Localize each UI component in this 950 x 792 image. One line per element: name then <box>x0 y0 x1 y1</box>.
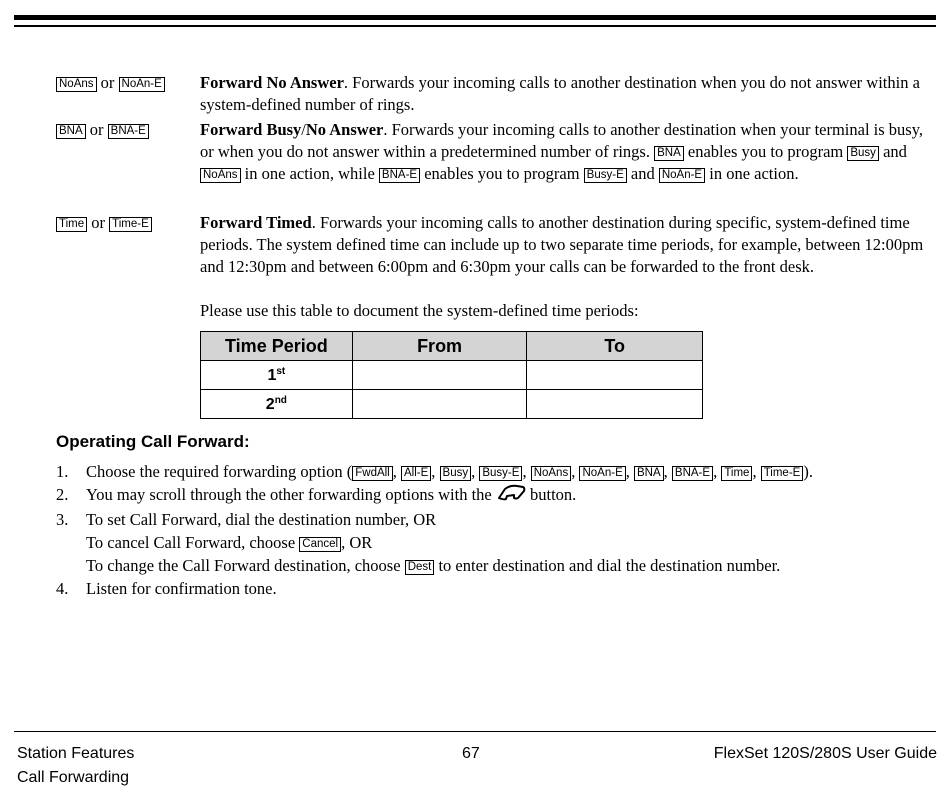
to-cell[interactable] <box>527 361 703 390</box>
entry-title: Forward No Answer <box>200 73 344 92</box>
key-separator: , <box>522 462 531 481</box>
header-rule-thin <box>14 25 936 27</box>
table-intro: Please use this table to document the system-defined time periods: <box>200 301 639 320</box>
key-or: or <box>89 120 104 139</box>
key-or: or <box>100 73 115 92</box>
key-or: or <box>91 213 106 232</box>
step-line: To change the Call Forward destination, choose Dest to enter destination and dial the destination number. <box>86 556 781 575</box>
key-busy-e: Busy-E <box>479 466 522 481</box>
from-cell[interactable] <box>352 361 527 390</box>
entry-description <box>200 72 926 116</box>
step-number: 1. <box>56 462 69 481</box>
step-line: To cancel Call Forward, choose Cancel , OR <box>86 533 373 552</box>
entry-text: and <box>626 164 659 183</box>
step-3 <box>56 508 936 577</box>
operating-heading: Operating Call Forward: <box>56 432 250 451</box>
entry-text: in one action, while <box>240 164 379 183</box>
entry-keys <box>56 119 149 141</box>
table-header-row <box>201 332 703 361</box>
key-separator: , <box>663 462 672 481</box>
key-time-e: Time-E <box>109 217 152 232</box>
entry-description <box>200 119 926 185</box>
period-cell: 1st <box>201 361 353 390</box>
key-noan-e: NoAn-E <box>119 77 165 92</box>
footer-subsection: Call Forwarding <box>17 769 130 786</box>
step-2 <box>56 483 936 508</box>
step-text: You may scroll through the other forwarding options with the <box>86 485 496 504</box>
key-noans-inline: NoAns <box>200 168 241 183</box>
key-dest: Dest <box>405 560 435 575</box>
entry-text: enables you to program <box>683 142 848 161</box>
key-busy: Busy <box>440 466 472 481</box>
step-number: 3. <box>56 510 69 529</box>
time-period-table <box>200 331 703 419</box>
key-noans: NoAns <box>56 77 97 92</box>
entry-text: and <box>878 142 907 161</box>
from-cell[interactable] <box>352 390 527 419</box>
key-separator: , <box>431 462 440 481</box>
key-noan-e: NoAn-E <box>579 466 625 481</box>
step-text: Choose the required forwarding option ( <box>86 462 353 481</box>
key-fwdall: FwdAll <box>352 466 393 481</box>
entry-title: Forward Timed <box>200 213 312 232</box>
step-number: 2. <box>56 485 69 504</box>
key-separator: , <box>752 462 761 481</box>
key-bna-e: BNA-E <box>108 124 149 139</box>
table-row <box>201 361 703 390</box>
entry-keys <box>56 212 152 234</box>
step-4 <box>56 577 936 600</box>
entry-title-busy: Forward Busy <box>200 120 302 139</box>
entry-title-sep: / <box>301 120 306 139</box>
entry-text: enables you to program <box>420 164 584 183</box>
table-row <box>201 390 703 419</box>
step-number: 4. <box>56 579 69 598</box>
key-noan-e-inline: NoAn-E <box>659 168 705 183</box>
key-busy-e-inline: Busy-E <box>584 168 627 183</box>
entry-text: in one action. <box>705 164 799 183</box>
step-option-keys <box>352 462 803 481</box>
entry-text: . Forwards your incoming calls to another destination when you do not answer within a system-defined number of rings. <box>200 73 920 114</box>
footer-guide-title: FlexSet 120S/280S User Guide <box>713 745 937 762</box>
handset-icon <box>496 484 526 508</box>
key-bna-inline: BNA <box>654 146 684 161</box>
header-rule-thick <box>14 15 936 20</box>
header-from: From <box>352 332 527 361</box>
key-separator: , <box>471 462 480 481</box>
key-bna: BNA <box>634 466 664 481</box>
entry-forward-busy-no-answer <box>56 119 926 185</box>
entry-title-no-answer: No Answer <box>305 120 384 139</box>
page-number: 67 <box>462 745 480 762</box>
footer-rule <box>14 731 936 732</box>
key-time: Time <box>56 217 87 232</box>
entry-forward-no-answer <box>56 72 926 116</box>
key-bna-e: BNA-E <box>672 466 713 481</box>
header-to: To <box>527 332 703 361</box>
entry-forward-timed <box>56 212 926 278</box>
key-bna-e-inline: BNA-E <box>379 168 420 183</box>
step-text: ). <box>803 462 813 481</box>
entry-keys <box>56 72 165 94</box>
entry-text: . Forwards your incoming calls to another destination when your terminal is busy, or when you do not answer within a predetermined number of rings. <box>200 120 924 161</box>
key-time: Time <box>721 466 752 481</box>
key-separator: , <box>571 462 580 481</box>
key-noans: NoAns <box>531 466 572 481</box>
step-text: button. <box>525 485 577 504</box>
entry-description <box>200 212 926 278</box>
key-all-e: All-E <box>401 466 431 481</box>
key-bna: BNA <box>56 124 86 139</box>
key-busy-inline: Busy <box>847 146 879 161</box>
step-line: To set Call Forward, dial the destination number, OR <box>86 510 437 529</box>
operating-steps <box>56 460 936 600</box>
key-separator: , <box>392 462 401 481</box>
key-separator: , <box>625 462 634 481</box>
step-text: Listen for confirmation tone. <box>86 579 277 598</box>
header-time-period: Time Period <box>201 332 353 361</box>
footer-section: Station Features <box>17 745 135 762</box>
to-cell[interactable] <box>527 390 703 419</box>
key-separator: , <box>713 462 722 481</box>
key-time-e: Time-E <box>761 466 804 481</box>
key-cancel: Cancel <box>299 537 341 552</box>
entry-text: . Forwards your incoming calls to another destination during specific, system-defined time periods. The system defined time can include up to two separate time periods, for example, between 12:00pm and 12:30pm and between 6:00pm and 6:30pm your calls can be forwarded to the front desk. <box>200 213 924 276</box>
period-cell: 2nd <box>201 390 353 419</box>
step-1 <box>56 460 936 483</box>
